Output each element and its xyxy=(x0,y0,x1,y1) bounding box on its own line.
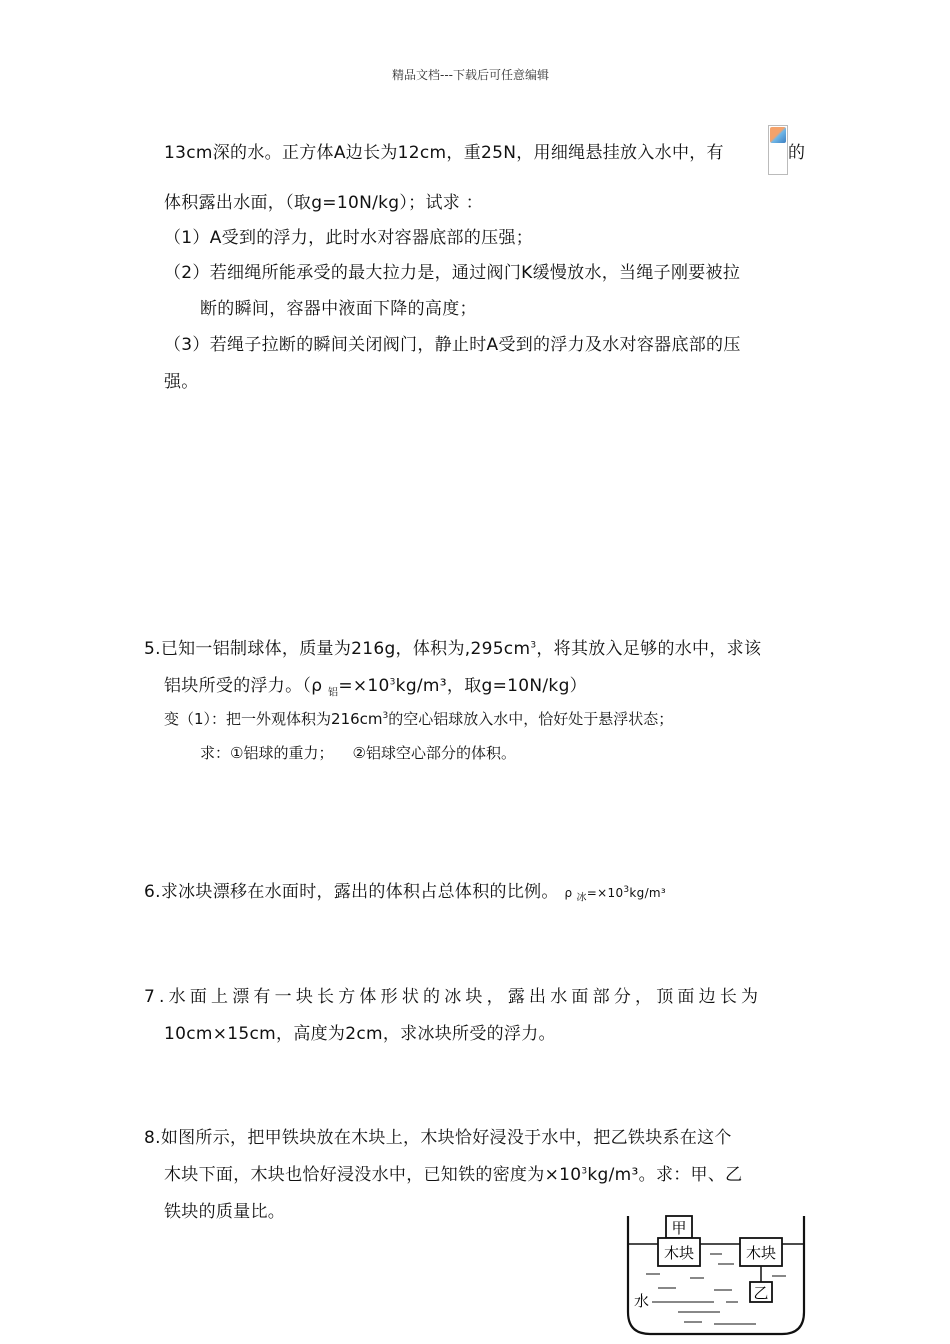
superscript: 3 xyxy=(623,885,630,895)
label-water: 水 xyxy=(634,1292,650,1310)
page-header: 精品文档---下载后可任意编辑 xyxy=(392,68,549,82)
density-unit: kg/m³ xyxy=(629,886,667,900)
problem5-variant xyxy=(164,708,673,729)
rho-symbol: ρ xyxy=(564,886,577,900)
problem4-line1-end: 的 xyxy=(788,143,806,163)
broken-image-icon xyxy=(768,125,788,175)
label-wood-left: 木块 xyxy=(663,1244,695,1262)
problem4-q3-line2: 强。 xyxy=(164,372,199,392)
problem6-text: 6.求冰块漂移在水面时，露出的体积占总体积的比例。 xyxy=(144,882,559,902)
problem4-line1 xyxy=(164,138,724,163)
problem5-variant-text: 变（1）：把一外观体积为216cm xyxy=(164,710,383,728)
problem5-line2-text: 铝块所受的浮力。（ρ xyxy=(164,676,328,696)
label-yi: 乙 xyxy=(753,1284,769,1302)
problem8-line2-text: 木块下面，木块也恰好浸没水中，已知铁的密度为×10 xyxy=(164,1165,582,1185)
problem5-line2-mid: =×10 xyxy=(338,676,390,696)
figure-svg xyxy=(622,1212,810,1338)
image-placeholder-icon xyxy=(770,127,786,143)
problem4-line1-text: 13cm深的水。正方体A边长为12cm，重25N，用细绳悬挂放入水中，有 xyxy=(164,143,724,163)
buoyancy-figure xyxy=(622,1212,810,1338)
problem5-variant-rest: 的空心铝球放入水中，恰好处于悬浮状态； xyxy=(388,710,674,728)
problem6-density xyxy=(564,885,667,904)
superscript: 3 xyxy=(530,640,537,651)
problem8-line3: 铁块的质量比。 xyxy=(164,1202,286,1222)
problem4-q3-line1: （3）若绳子拉断的瞬间关闭阀门，静止时A受到的浮力及水对容器底部的压 xyxy=(164,335,741,355)
problem8-line1: 8.如图所示，把甲铁块放在木块上，木块恰好浸没于水中，把乙铁块系在这个 xyxy=(144,1128,732,1148)
problem4-q2-line2: 断的瞬间，容器中液面下降的高度； xyxy=(200,299,477,319)
problem5-line1-rest: ，将其放入足够的水中，求该 xyxy=(536,639,762,659)
problem8-line2 xyxy=(164,1160,742,1185)
problem4-q1: （1）A受到的浮力，此时水对容器底部的压强； xyxy=(164,228,534,248)
label-wood-right: 木块 xyxy=(745,1244,777,1262)
superscript: 3 xyxy=(389,677,396,688)
problem7-line1: 7.水面上漂有一块长方体形状的冰块，露出水面部分，顶面边长为 xyxy=(144,987,763,1007)
label-jia: 甲 xyxy=(671,1219,687,1237)
container-outline xyxy=(628,1216,804,1334)
density-value: =×10 xyxy=(586,886,624,900)
problem5-line2-rest: kg/m³，取g=10N/kg） xyxy=(395,676,587,696)
problem7-line2: 10cm×15cm，高度为2cm，求冰块所受的浮力。 xyxy=(164,1024,556,1044)
problem6-line xyxy=(144,877,666,903)
subscript: 冰 xyxy=(576,892,587,904)
problem4-q2-line1: （2）若细绳所能承受的最大拉力是，通过阀门K缓慢放水，当绳子刚要被拉 xyxy=(164,263,741,283)
problem4-line2: 体积露出水面，（取g=10N/kg）；试求 ： xyxy=(164,193,484,213)
problem5-line1 xyxy=(144,634,761,659)
problem5-line2 xyxy=(164,671,587,698)
problem5-line1-text: 5.已知一铝制球体，质量为216g，体积为,295cm xyxy=(144,639,531,659)
problem8-line2-rest: kg/m³。求：甲、乙 xyxy=(587,1165,743,1185)
subscript: 铝 xyxy=(328,687,339,699)
superscript: 3 xyxy=(382,711,389,721)
superscript: 3 xyxy=(581,1166,588,1177)
problem5-ask: 求：①铝球的重力； ②铝球空心部分的体积。 xyxy=(200,744,516,762)
